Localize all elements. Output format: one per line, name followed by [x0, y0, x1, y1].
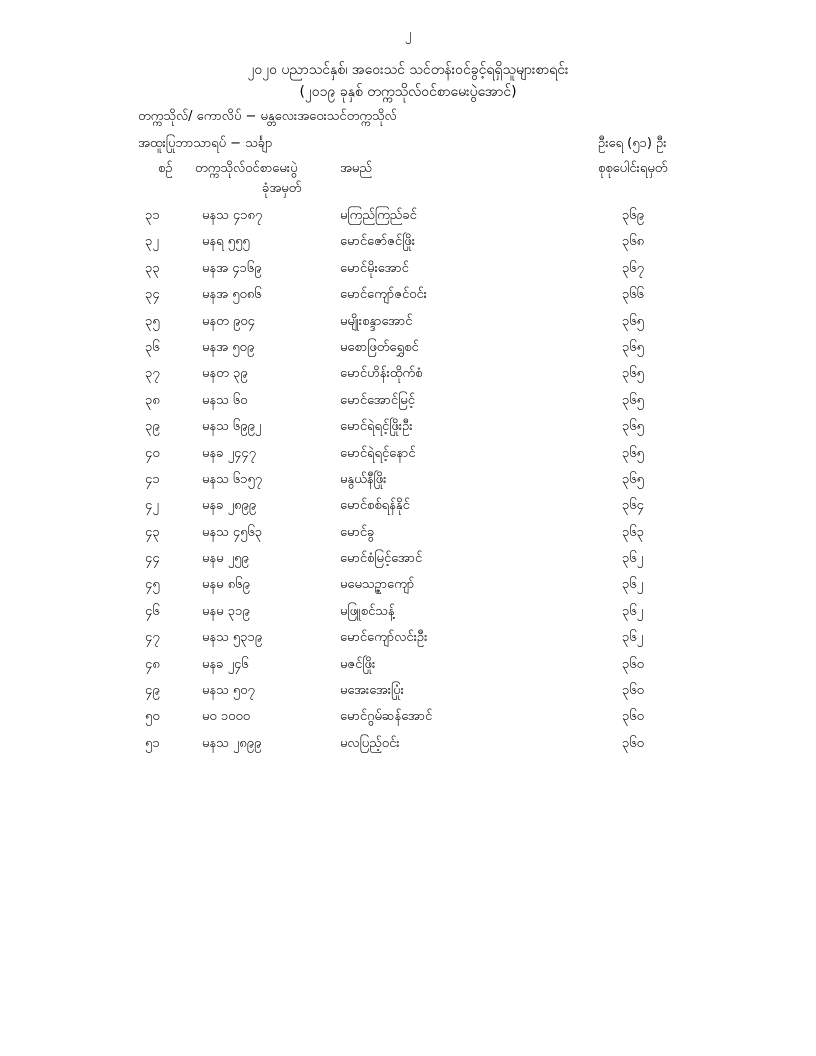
student-name: မောင်မိုးအောင် — [340, 260, 409, 276]
total-marks: ၃၆၅ — [622, 392, 644, 408]
student-name: မောင်ခွ — [340, 524, 375, 540]
student-name: မောင်ဟိန်းထိုက်စံ — [340, 366, 423, 382]
table-row — [0, 497, 816, 523]
row-number: ၅၀ — [145, 709, 160, 725]
roll-number: မဝ ၁၀၀၀ — [202, 709, 251, 725]
roll-number: မနခ ၂၈၉၉ — [202, 498, 257, 514]
roll-number: မနတ ၃၉ — [202, 366, 248, 382]
total-marks: ၃၆၅ — [622, 339, 644, 355]
roll-number: မနအ ၄၁၆၉ — [202, 260, 262, 276]
total-marks: ၃၆၅ — [622, 471, 644, 487]
column-header-marks: စုစုပေါင်းရမှတ် — [598, 161, 668, 176]
roll-number: မနသ ၄၁၈၇ — [202, 208, 263, 223]
roll-number: မနမ ၂၅၉ — [202, 551, 249, 567]
roll-number: မနခ ၂၄၄၇ — [202, 445, 256, 461]
table-row — [0, 550, 816, 576]
student-name: မကြည်ကြည်ခင် — [340, 208, 417, 223]
university-line: တက္ကသိုလ်/ ကောလိပ် − မန္တလေးအဝေးသင်တက္ကသိုလ် — [138, 109, 397, 124]
row-number: ၄၀ — [145, 445, 160, 461]
roll-number: မနသ ၂၈၉၉ — [202, 735, 262, 751]
row-number: ၄၇ — [145, 630, 160, 646]
total-marks: ၃၆၇ — [622, 260, 644, 276]
row-number: ၄၅ — [145, 577, 160, 593]
table-row — [0, 682, 816, 708]
page-number: ၂ — [404, 27, 412, 42]
row-number: ၃၈ — [145, 392, 160, 408]
total-marks: ၃၆၅ — [622, 366, 644, 382]
roll-number: မနသ ၆၀ — [202, 392, 248, 408]
table-row — [0, 576, 816, 602]
roll-number: မနသ ၆၉၉၂ — [202, 419, 262, 435]
table-row — [0, 313, 816, 339]
column-header-roll: တက္ကသိုလ်ဝင်စာမေးပွဲ — [195, 161, 298, 176]
roll-number: မနခ ၂၄၆ — [202, 656, 249, 672]
roll-number: မနအ ၅၀၈၆ — [202, 287, 262, 303]
student-name: မောင်စစ်ရန်နိုင် — [340, 498, 410, 514]
student-name: မောင်စံမြင့်အောင် — [340, 551, 423, 567]
student-name: မောင်အောင်မြင့် — [340, 392, 415, 408]
row-number: ၄၂ — [145, 498, 159, 514]
roll-number: မနတ ၉၀၄ — [202, 313, 255, 329]
row-number: ၃၇ — [145, 366, 160, 382]
student-name: မောင်ရဲရင့်ဖြိုးဦး — [340, 419, 413, 435]
student-name: မအေးအေးပြုံး — [340, 683, 404, 699]
table-row — [0, 603, 816, 629]
column-header-name: အမည် — [340, 161, 372, 176]
total-marks: ၃၆၀ — [622, 656, 644, 672]
roll-number: မနရ ၅၅၅ — [202, 234, 250, 250]
results-list — [0, 207, 816, 761]
table-row — [0, 339, 816, 365]
total-marks: ၃၆၀ — [622, 683, 644, 699]
total-marks: ၃၆၂ — [622, 551, 644, 567]
table-row — [0, 207, 816, 233]
table-row — [0, 286, 816, 312]
table-row — [0, 392, 816, 418]
student-name: မောင်ဂွမ်ဆန်အောင် — [340, 709, 433, 725]
student-name: မလပြည့်ဝင်း — [340, 735, 400, 751]
total-marks: ၃၆၅ — [622, 445, 644, 461]
document-subtitle: (၂၀၁၉ ခုနှစ် တက္ကသိုလ်ဝင်စာမေးပွဲအောင်) — [299, 84, 517, 100]
row-number: ၄၃ — [145, 524, 160, 540]
table-row — [0, 418, 816, 444]
table-row — [0, 735, 816, 761]
student-name: မစောဖြတ်ရွှေစင် — [340, 339, 419, 355]
student-name: မဖြူစင်သန့် — [340, 603, 395, 619]
table-row — [0, 471, 816, 497]
student-name: မောင်ကျော်လင်းဦး — [340, 630, 428, 646]
total-marks: ၃၆၀ — [622, 735, 644, 751]
roll-number: မနသ ၄၅၆၃ — [202, 524, 263, 540]
row-number: ၄၆ — [145, 603, 160, 619]
row-number: ၄၁ — [145, 471, 160, 487]
student-name: မောင်ဇော်ဇင်ဖြိုး — [340, 234, 416, 250]
table-row — [0, 524, 816, 550]
row-number: ၃၆ — [145, 339, 160, 355]
student-name: မောင်ရဲရင့်နောင် — [340, 445, 416, 461]
total-marks: ၃၆၂ — [622, 603, 644, 619]
subject-line: အထူးပြုဘာသာရပ် − သင်္ချာ — [138, 136, 273, 151]
row-number: ၃၃ — [145, 260, 160, 276]
column-header-no: စဉ် — [158, 161, 173, 176]
table-row — [0, 656, 816, 682]
roll-number: မနအ ၅၀၉ — [202, 339, 255, 355]
table-row — [0, 708, 816, 734]
total-marks: ၃၆၀ — [622, 709, 644, 725]
total-marks: ၃၆၆ — [622, 287, 644, 303]
roll-number: မနမ ၃၁၉ — [202, 603, 250, 619]
student-name: မမေသဥ္ဇာကျော် — [340, 577, 415, 593]
row-number: ၃၉ — [145, 419, 160, 435]
total-marks: ၃၆၉ — [622, 208, 644, 223]
roll-number: မနသ ၅၀၇ — [202, 683, 255, 699]
total-marks: ၃၆၂ — [622, 577, 644, 593]
total-count: ဦးရေ (၅၁) ဦး — [598, 136, 667, 151]
row-number: ၃၂ — [145, 234, 159, 250]
row-number: ၃၄ — [145, 287, 160, 303]
row-number: ၄၈ — [145, 656, 160, 672]
table-row — [0, 260, 816, 286]
table-row — [0, 629, 816, 655]
column-header-roll-second-line: ခုံအမှတ် — [262, 181, 302, 196]
row-number: ၃၁ — [145, 208, 160, 223]
total-marks: ၃၆၅ — [622, 313, 644, 329]
roll-number: မနမ ၈၆၉ — [202, 577, 250, 593]
student-name: မနွယ်နီဖြိုး — [340, 471, 387, 487]
document-title: ၂၀၂၀ ပညာသင်နှစ်၊ အဝေးသင် သင်တန်းဝင်ခွင့်ရရှိသူများစာရင်း — [247, 62, 569, 78]
student-name: မဇင်ဖြိုး — [340, 656, 376, 672]
row-number: ၅၁ — [145, 735, 160, 751]
table-row — [0, 233, 816, 259]
roll-number: မနသ ၆၁၅၇ — [202, 471, 263, 487]
student-name: မမျိုးစန္ဒာအောင် — [340, 313, 413, 329]
table-row — [0, 445, 816, 471]
total-marks: ၃၆၈ — [622, 234, 645, 250]
table-row — [0, 365, 816, 391]
row-number: ၃၅ — [145, 313, 160, 329]
student-name: မောင်ကျော်ဇင်ဝင်း — [340, 287, 427, 303]
row-number: ၄၉ — [145, 683, 160, 699]
row-number: ၄၄ — [145, 551, 160, 567]
total-marks: ၃၆၅ — [622, 419, 644, 435]
total-marks: ၃၆၄ — [622, 498, 644, 514]
roll-number: မနသ ၅၃၁၉ — [202, 630, 263, 646]
total-marks: ၃၆၂ — [622, 630, 644, 646]
total-marks: ၃၆၃ — [622, 524, 644, 540]
